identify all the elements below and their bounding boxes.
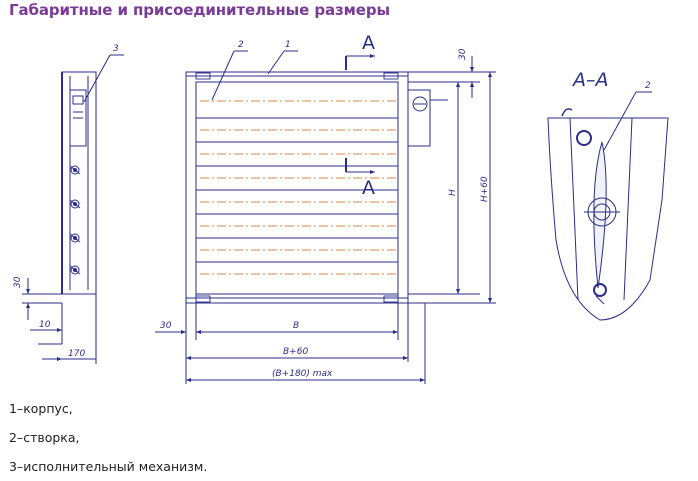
- page-title: Габаритные и присоединительные размеры: [9, 1, 390, 19]
- section-view: [548, 92, 668, 320]
- dim-30-top: 30: [458, 48, 468, 60]
- callout-1-front: 1: [285, 40, 291, 50]
- section-housing-outline: [548, 118, 668, 320]
- dim-30-left: 30: [160, 321, 172, 331]
- dim-10: 10: [39, 320, 51, 330]
- section-label: A–A: [573, 69, 609, 91]
- legend-item-3: 3–исполнительный механизм.: [9, 459, 208, 474]
- dim-b60: B+60: [283, 347, 309, 357]
- dim-b: B: [293, 321, 300, 331]
- legend-item-2: 2–створка,: [9, 430, 80, 445]
- front-view: [155, 51, 496, 384]
- dim-h: H: [448, 189, 458, 196]
- legend-item-1: 1–корпус,: [9, 401, 73, 416]
- callout-2-front: 2: [238, 40, 244, 50]
- callout-2-section: 2: [645, 81, 651, 91]
- front-actuator: [408, 90, 430, 146]
- section-mark-top: A: [362, 32, 375, 54]
- section-knob-bottom: [594, 284, 606, 296]
- dim-h60: H+60: [480, 176, 490, 202]
- section-blade: [594, 142, 606, 288]
- section-knob-top: [577, 131, 591, 145]
- side-view: [22, 55, 124, 364]
- callout-1-leader: [268, 51, 284, 74]
- section-mark-mid: A: [362, 177, 375, 199]
- dim-b180-max: (B+180) max: [272, 369, 333, 379]
- hinge-group: [70, 166, 80, 274]
- dim-30-side: 30: [13, 276, 23, 288]
- dim-170: 170: [68, 349, 86, 359]
- callout-3: 3: [113, 44, 119, 54]
